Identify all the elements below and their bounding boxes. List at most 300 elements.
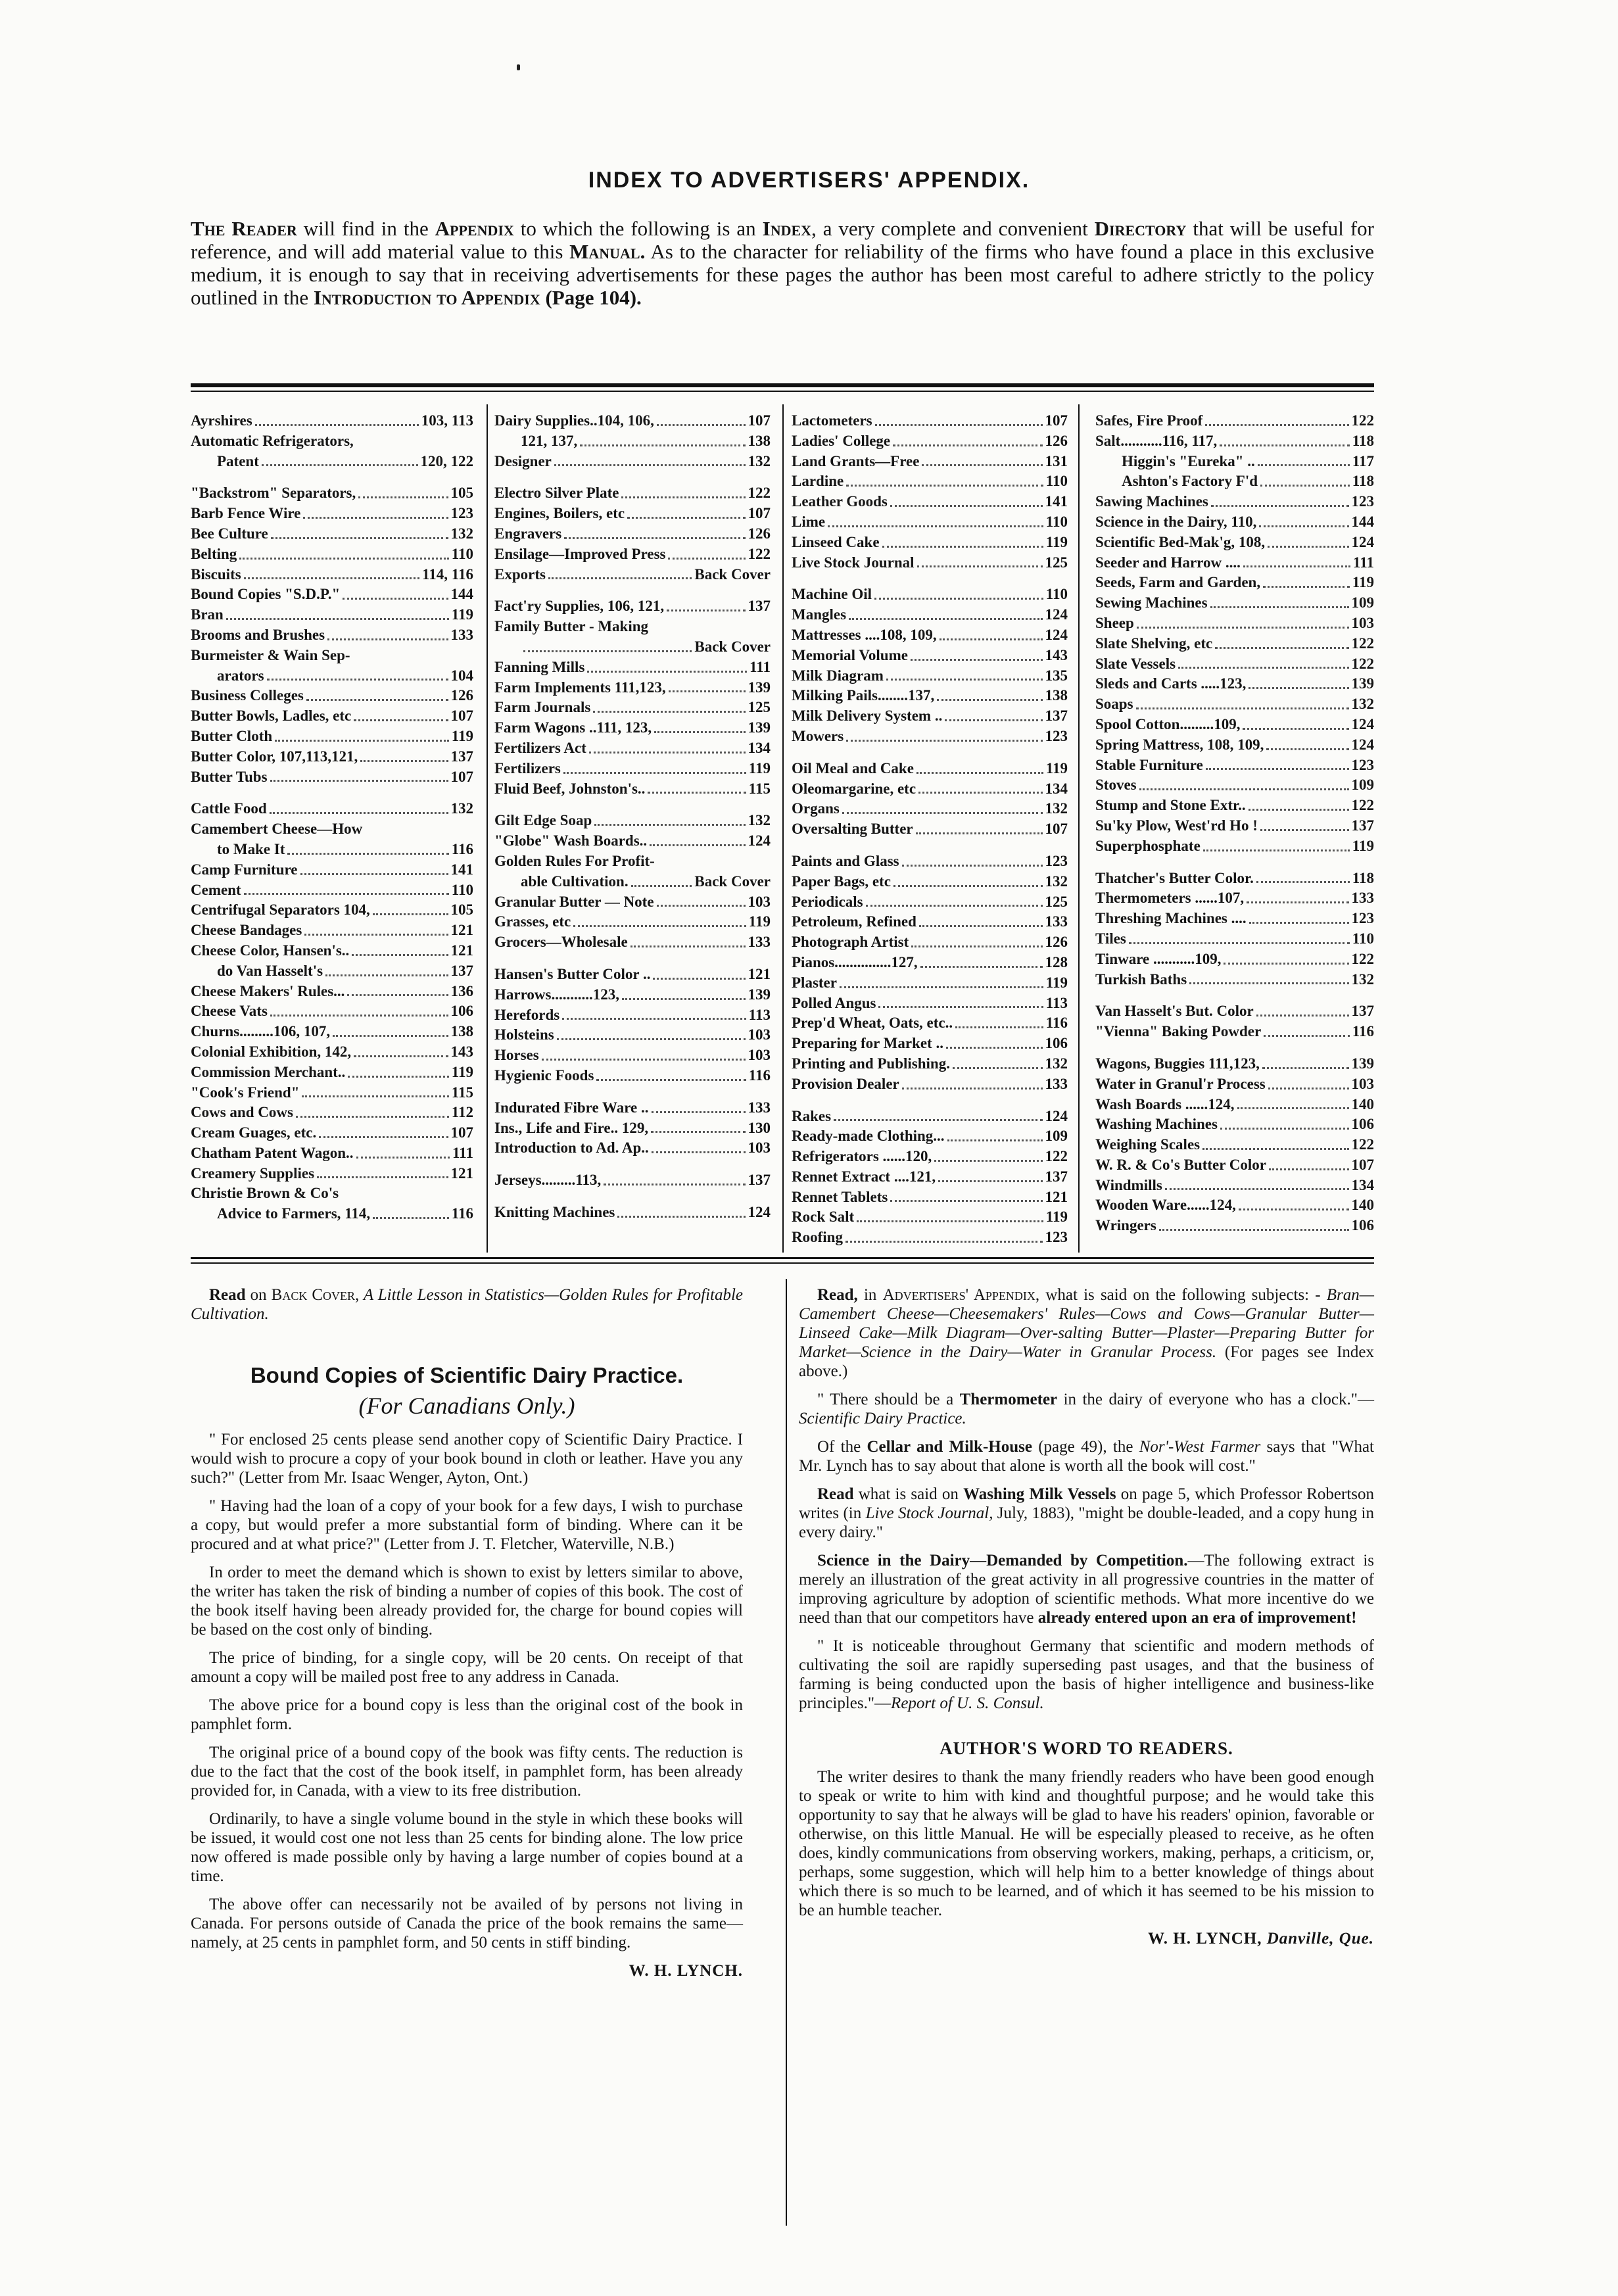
index-entry-name: Stable Furniture	[1095, 756, 1203, 773]
cellar-b: Cellar and Milk-House	[867, 1438, 1032, 1456]
index-entry	[1095, 755, 1374, 776]
index-leader-dots	[916, 772, 1043, 774]
index-entry	[494, 1138, 771, 1159]
intro-appendix: Appendix	[435, 217, 514, 240]
science-b: —The following extract is merely an illustration of the great activity in all progressive countries in the matter of improving agriculture by adoption of scientific methods. What more incentive do we need than that our competitors have	[799, 1552, 1375, 1627]
index-entry	[792, 706, 1068, 727]
index-entry-name: Bee Culture	[191, 525, 268, 542]
index-entry-name: Jerseys.........113,	[494, 1172, 602, 1189]
index-entry-name: Christie Brown & Co's	[191, 1185, 339, 1202]
index-leader-dots	[890, 505, 1043, 507]
index-entry-page: 138	[1045, 687, 1068, 704]
index-entry-page: 119	[451, 606, 473, 623]
index-entry	[1095, 1001, 1374, 1022]
index-entry	[191, 666, 473, 686]
index-leader-dots	[244, 577, 419, 579]
index-entry-name: Butter Tubs	[191, 768, 268, 785]
index-entry-name: 121, 137,	[521, 432, 578, 449]
index-leader-dots	[1247, 901, 1348, 903]
index-entry-page: 106	[1351, 1217, 1374, 1234]
index-entry-page: 126	[450, 687, 473, 704]
index-leader-dots	[840, 986, 1043, 988]
index-entry-page: 125	[748, 699, 771, 716]
index-leader-dots	[1211, 505, 1349, 507]
index-leader-dots	[918, 792, 1042, 794]
index-entry-page: 134	[748, 739, 771, 756]
index-entry	[792, 799, 1068, 819]
cellar-note	[799, 1437, 1374, 1475]
index-entry-name: Dairy Supplies..104, 106,	[494, 412, 654, 429]
index-entry-name: Milk Diagram	[792, 667, 884, 684]
index-entry-page: 137	[1351, 1003, 1374, 1020]
index-entry	[494, 1066, 771, 1086]
index-leader-dots	[1256, 881, 1350, 883]
index-entry-name: Paints and Glass	[792, 852, 899, 869]
index-entry-page: 132	[1045, 800, 1068, 817]
index-leader-dots	[1266, 748, 1348, 750]
right-lower-column	[799, 1285, 1374, 1948]
index-entry-page: 124	[1351, 715, 1374, 732]
index-entry-name: Printing and Publishing.	[792, 1055, 950, 1072]
index-entry-page: 112	[451, 1104, 473, 1121]
index-entry-name: Photograph Artist	[792, 934, 909, 951]
index-entry-name: Butter Bowls, Ladles, etc	[191, 707, 352, 725]
index-column-2	[494, 411, 771, 1223]
index-entry-name: Seeder and Harrow ....	[1095, 554, 1241, 571]
index-leader-dots	[669, 690, 746, 692]
index-leader-dots	[652, 1111, 746, 1113]
index-leader-dots	[1249, 922, 1349, 924]
index-entry	[1095, 1074, 1374, 1095]
intro-manual: Manual.	[569, 240, 646, 263]
index-entry	[494, 912, 771, 932]
index-entry-name: Mangles	[792, 606, 847, 623]
authors-word-text: The writer desires to thank the many friendly readers who have been good enough to speak or write to him with kind and thoughtful purpose; and he would take this opportunity to say that he always will be glad to have his readers' opinion, favorable or otherwise, on this little Manual. He will be especially pleased to receive, as he often does, kindly communications from observing workers, making, perhaps, a criticism, or, perhaps, some suggestion, which will help him to a better knowledge of things about which there is so much to be learned, and of which it has seemed to be his mission to be an humble teacher.	[799, 1768, 1374, 1919]
index-entry-page: 132	[748, 452, 771, 469]
index-entry	[1095, 431, 1374, 452]
index-column-1	[191, 411, 473, 1224]
index-entry-name: Spool Cotton.........109,	[1095, 715, 1241, 732]
index-entry	[494, 872, 771, 892]
author-sig-name: W. H. LYNCH,	[1148, 1930, 1262, 1948]
index-leader-dots	[548, 577, 692, 579]
index-entry-name: Ayrshires	[191, 412, 252, 429]
index-entry-page: 114, 116	[422, 565, 473, 583]
index-entry	[191, 1103, 473, 1123]
index-entry	[792, 1167, 1068, 1187]
index-leader-dots	[564, 537, 745, 539]
index-entry-page: 132	[1351, 696, 1374, 713]
index-entry-page: 132	[1351, 970, 1374, 988]
index-leader-dots	[849, 618, 1042, 620]
index-leader-dots	[882, 546, 1043, 548]
index-entry-page: 115	[748, 780, 771, 797]
index-entry-page: 106	[450, 1003, 473, 1020]
index-entry	[191, 605, 473, 625]
index-entry	[792, 819, 1068, 840]
index-entry	[494, 1045, 771, 1066]
index-entry-name: Commission Merchant..	[191, 1063, 346, 1080]
index-leader-dots	[1268, 546, 1348, 548]
index-entry	[1095, 715, 1374, 735]
index-entry-page: 126	[1045, 934, 1068, 951]
index-entry-name: Soaps	[1095, 696, 1133, 713]
left-signature: W. H. LYNCH.	[629, 1962, 743, 1980]
bound-copies-paragraph: The price of binding, for a single copy, will be 20 cents. On receipt of that amount a copy will be mailed post free to any address in Canada.	[191, 1649, 743, 1686]
index-entry	[494, 779, 771, 800]
index-gap	[494, 1191, 771, 1203]
index-leader-dots	[651, 1131, 745, 1133]
index-entry-page: 132	[450, 800, 473, 817]
index-entry-name: Science in the Dairy, 110,	[1095, 513, 1257, 530]
page-title: INDEX TO ADVERTISERS' APPENDIX.	[588, 168, 1030, 193]
index-gap	[494, 1086, 771, 1098]
index-leader-dots	[1220, 1128, 1349, 1130]
index-entry	[1095, 492, 1374, 512]
index-entry-name: Farm Journals	[494, 699, 591, 716]
index-leader-dots	[287, 853, 448, 855]
index-entry	[494, 596, 771, 617]
index-entry-name: Family Butter - Making	[494, 618, 649, 635]
index-entry-name: Knitting Machines	[494, 1203, 615, 1220]
index-gap	[1095, 990, 1374, 1001]
index-entry-page: 137	[450, 962, 473, 979]
index-leader-dots	[304, 934, 448, 936]
index-entry-name: Machine Oil	[792, 586, 872, 603]
read1-pages: (For pages see Index above.)	[799, 1343, 1374, 1380]
index-entry	[792, 1034, 1068, 1054]
index-entry-page: 133	[450, 626, 473, 643]
index-entry-name: Superphosphate	[1095, 837, 1201, 854]
index-entry-page: 109	[1351, 777, 1374, 794]
index-entry	[1095, 970, 1374, 990]
index-entry-page: 119	[1045, 1208, 1068, 1226]
index-entry-page: 134	[1045, 780, 1068, 797]
index-entry-name: Butter Color, 107,113,121,	[191, 748, 358, 765]
stray-mark	[517, 64, 520, 70]
index-leader-dots	[842, 812, 1043, 814]
index-entry	[792, 585, 1068, 605]
index-entry-name: Creamery Supplies	[191, 1164, 315, 1182]
index-entry-page: 106	[1045, 1035, 1068, 1052]
index-entry-name: Sheep	[1095, 614, 1134, 631]
index-entry-name: Linseed Cake	[792, 533, 880, 550]
index-entry-name: Ready-made Clothing...	[792, 1128, 945, 1145]
index-entry	[191, 900, 473, 921]
index-leader-dots	[354, 1055, 448, 1057]
index-entry	[1095, 452, 1374, 472]
intro-text-2: to which the following is an	[513, 217, 763, 240]
index-gap	[494, 953, 771, 965]
intro-index: Index	[762, 217, 812, 240]
index-entry	[1095, 533, 1374, 553]
index-entry	[494, 452, 771, 472]
index-entry-page: 116	[451, 840, 473, 857]
index-entry-page: 119	[748, 913, 771, 930]
index-entry	[191, 921, 473, 941]
index-entry-page: Back Cover	[694, 565, 771, 583]
index-leader-dots	[940, 638, 1043, 640]
washing-c: Washing Milk Vessels	[963, 1485, 1116, 1503]
index-leader-dots	[916, 832, 1043, 834]
thermo-d: Scientific Dairy Practice.	[799, 1410, 966, 1427]
index-entry-name: Gilt Edge Soap	[494, 812, 592, 829]
index-entry-name: Sawing Machines	[1095, 493, 1208, 510]
index-leader-dots	[878, 1006, 1043, 1008]
index-gap	[191, 787, 473, 799]
index-entry-page: 133	[1045, 1075, 1068, 1092]
index-entry-page: 109	[1045, 1128, 1068, 1145]
index-entry-page: Back Cover	[694, 873, 771, 890]
index-leader-dots	[319, 1136, 448, 1138]
index-leader-dots	[1203, 849, 1350, 851]
index-entry-page: 107	[1045, 821, 1068, 838]
index-entry	[1095, 411, 1374, 431]
index-entry-page: 107	[748, 505, 771, 522]
index-entry-page: 128	[1045, 953, 1068, 970]
index-entry-page: 144	[1351, 513, 1374, 530]
index-entry	[792, 1107, 1068, 1127]
intro-text-6: (Page 104).	[540, 286, 642, 309]
index-leader-dots	[347, 994, 448, 996]
index-entry-name: Engines, Boilers, etc	[494, 505, 625, 522]
index-entry-page: Back Cover	[694, 638, 771, 655]
index-entry-page: 110	[451, 881, 473, 898]
index-entry-page: 107	[450, 1124, 473, 1141]
index-entry-name: Oil Meal and Cake	[792, 759, 914, 777]
index-entry-page: 120, 122	[420, 452, 473, 469]
index-entry-name: Exports	[494, 565, 546, 583]
index-entry	[191, 1204, 473, 1224]
index-entry-page: 137	[748, 1172, 771, 1189]
index-entry-page: 124	[1045, 606, 1068, 623]
index-entry	[191, 504, 473, 524]
index-entry-page: 103	[748, 1047, 771, 1064]
index-entry	[494, 565, 771, 585]
index-entry-name: Harrows...........123,	[494, 986, 619, 1003]
index-entry-page: 107	[748, 412, 771, 429]
index-leader-dots	[580, 444, 745, 446]
index-entry-name: Brooms and Brushes	[191, 626, 325, 643]
index-leader-dots	[875, 424, 1043, 426]
index-entry-page: 105	[450, 901, 473, 919]
index-entry-name: Cheese Bandages	[191, 922, 302, 939]
index-entry	[191, 452, 473, 472]
index-leader-dots	[587, 671, 747, 673]
index-entry-page: 133	[748, 1099, 771, 1116]
index-entry	[494, 1005, 771, 1026]
index-leader-dots	[945, 719, 1042, 721]
index-entry-name: Preparing for Market ..	[792, 1035, 944, 1052]
index-entry	[494, 658, 771, 678]
index-entry-name: Butter Cloth	[191, 727, 273, 744]
index-entry	[191, 819, 473, 840]
index-entry-name: Granular Butter — Note	[494, 893, 654, 910]
index-leader-dots	[356, 1157, 450, 1159]
index-entry-page: 134	[1351, 1176, 1374, 1193]
index-leader-dots	[563, 772, 746, 774]
index-entry-page: 141	[1045, 493, 1068, 510]
index-entry-name: to Make It	[217, 840, 285, 857]
index-entry	[494, 1025, 771, 1045]
index-entry-page: 121	[450, 942, 473, 959]
index-entry-name: Safes, Fire Proof	[1095, 412, 1203, 429]
index-leader-dots	[267, 679, 448, 681]
index-entry-name: Grocers—Wholesale	[494, 934, 628, 951]
index-entry-name: Provision Dealer	[792, 1075, 899, 1092]
index-entry-name: Fanning Mills	[494, 658, 585, 675]
index-entry-name: Burmeister & Wain Sep-	[191, 646, 350, 663]
index-leader-dots	[1202, 1148, 1348, 1150]
index-entry-page: 119	[451, 1063, 473, 1080]
index-entry-page: 132	[1045, 873, 1068, 890]
index-entry	[792, 973, 1068, 993]
index-leader-dots	[621, 496, 745, 498]
index-leader-dots	[917, 565, 1043, 567]
index-leader-dots	[1268, 1088, 1349, 1089]
intro-text-3: , a very complete and convenient	[811, 217, 1095, 240]
index-entry	[494, 617, 771, 637]
index-col-divider-3	[1078, 404, 1080, 1253]
science-a: Science in the Dairy—Demanded by Competition.	[817, 1552, 1188, 1569]
index-entry	[792, 646, 1068, 666]
index-entry-name: Fluid Beef, Johnston's..	[494, 780, 646, 797]
index-entry-name: Petroleum, Refined	[792, 913, 916, 930]
index-entry	[191, 431, 473, 452]
science-note	[799, 1551, 1374, 1627]
index-entry-name: Organs	[792, 800, 840, 817]
index-entry	[191, 1042, 473, 1063]
index-leader-dots	[306, 699, 448, 701]
index-leader-dots	[1189, 982, 1348, 984]
index-entry	[191, 625, 473, 646]
index-entry	[792, 779, 1068, 800]
index-entry-name: Fertilizers Act	[494, 739, 586, 756]
index-entry-page: 110	[451, 545, 473, 562]
index-entry-name: Advice to Farmers, 114,	[217, 1205, 371, 1222]
index-entry-page: 135	[1045, 667, 1068, 684]
index-entry	[792, 625, 1068, 646]
index-leader-dots	[271, 537, 448, 539]
washing-f: July, 1883), "might be double-leaded, and a copy hung in every dairy."	[799, 1504, 1374, 1541]
author-signature	[799, 1929, 1374, 1948]
index-gap	[191, 471, 473, 483]
index-entry-page: 131	[1045, 452, 1068, 469]
index-entry	[494, 1098, 771, 1118]
index-leader-dots	[667, 610, 745, 611]
index-entry	[191, 483, 473, 504]
index-leader-dots	[857, 1220, 1043, 1222]
index-entry	[792, 892, 1068, 913]
index-leader-dots	[352, 954, 448, 956]
index-entry	[792, 1126, 1068, 1147]
index-leader-dots	[557, 1038, 746, 1040]
index-entry-page: 118	[1352, 869, 1374, 886]
index-entry-page: 113	[748, 1006, 771, 1023]
index-leader-dots	[542, 1059, 746, 1061]
index-entry	[191, 565, 473, 585]
index-entry-page: 121	[748, 965, 771, 982]
index-leader-dots	[1269, 1168, 1348, 1170]
index-entry-page: 107	[1351, 1156, 1374, 1173]
index-entry	[191, 524, 473, 544]
index-entry	[191, 1143, 473, 1164]
index-entry-name: Milking Pails........137,	[792, 687, 935, 704]
index-entry	[494, 738, 771, 759]
index-leader-dots	[589, 752, 746, 753]
index-entry-page: 122	[1351, 1136, 1374, 1153]
index-entry	[494, 851, 771, 872]
index-leader-dots	[846, 485, 1043, 487]
cellar-e: says that "What Mr. Lynch has to say about that alone is worth all the book will cost."	[799, 1438, 1374, 1475]
index-entry-page: 140	[1351, 1197, 1374, 1214]
index-entry	[792, 1074, 1068, 1095]
index-entry-page: 133	[1351, 890, 1374, 907]
index-entry-name: Live Stock Journal	[792, 554, 915, 571]
index-leader-dots	[1258, 464, 1350, 466]
thermo-b: Thermometer	[959, 1391, 1058, 1408]
index-entry-page: 121	[450, 922, 473, 939]
index-leader-dots	[1165, 1188, 1349, 1190]
science-d: " It is noticeable throughout Germany that scientific and modern methods of cultivating the soil are rapidly superseding past usages, and that the business of farming is being conducted upon the basis of higher intelligence and business-like principles."—	[799, 1637, 1374, 1712]
index-entry-name: Cream Guages, etc.	[191, 1124, 317, 1141]
index-leader-dots	[1215, 647, 1348, 649]
index-entry-page: 139	[748, 679, 771, 696]
index-entry	[191, 585, 473, 605]
index-entry	[1095, 1176, 1374, 1196]
index-entry	[191, 1022, 473, 1042]
canadians-only-subheading: (For Canadians Only.)	[358, 1393, 575, 1419]
index-entry	[1095, 816, 1374, 836]
index-entry-name: Periodicals	[792, 893, 863, 910]
index-entry-page: 119	[1045, 533, 1068, 550]
index-entry-name: do Van Hasselt's	[217, 962, 323, 979]
index-entry-name: Ins., Life and Fire.. 129,	[494, 1119, 649, 1136]
index-entry-page: 110	[1352, 930, 1374, 947]
index-entry-name: Patent	[217, 452, 259, 469]
index-entry	[1095, 1195, 1374, 1216]
index-gap	[494, 471, 771, 483]
index-entry-name: Land Grants—Free	[792, 452, 920, 469]
index-entry	[792, 533, 1068, 553]
index-entry-page: 113	[1045, 994, 1068, 1011]
index-entry	[792, 1187, 1068, 1208]
lower-col-divider	[786, 1279, 787, 2226]
index-entry-name: Mattresses ....108, 109,	[792, 626, 937, 643]
index-entry-page: 130	[748, 1119, 771, 1136]
index-entry-page: 122	[1045, 1148, 1068, 1165]
index-entry	[191, 767, 473, 788]
index-top-rule-thin	[191, 391, 1374, 392]
index-entry-page: 138	[450, 1023, 473, 1040]
index-entry	[494, 698, 771, 718]
intro-paragraph	[191, 217, 1374, 309]
read1-appendix: Advertisers' Appendix,	[882, 1286, 1040, 1304]
index-leader-dots	[1243, 728, 1348, 730]
index-entry	[1095, 1054, 1374, 1074]
index-entry	[1095, 888, 1374, 909]
index-leader-dots	[1260, 829, 1349, 831]
index-leader-dots	[244, 893, 449, 895]
index-entry-page: 103	[748, 893, 771, 910]
index-gap	[792, 573, 1068, 585]
index-entry-page: 124	[1045, 1107, 1068, 1124]
index-entry	[494, 544, 771, 565]
index-entry-name: Higgin's "Eureka" ..	[1122, 452, 1255, 469]
index-leader-dots	[1139, 788, 1349, 790]
index-leader-dots	[955, 1026, 1043, 1028]
index-entry	[494, 431, 771, 452]
